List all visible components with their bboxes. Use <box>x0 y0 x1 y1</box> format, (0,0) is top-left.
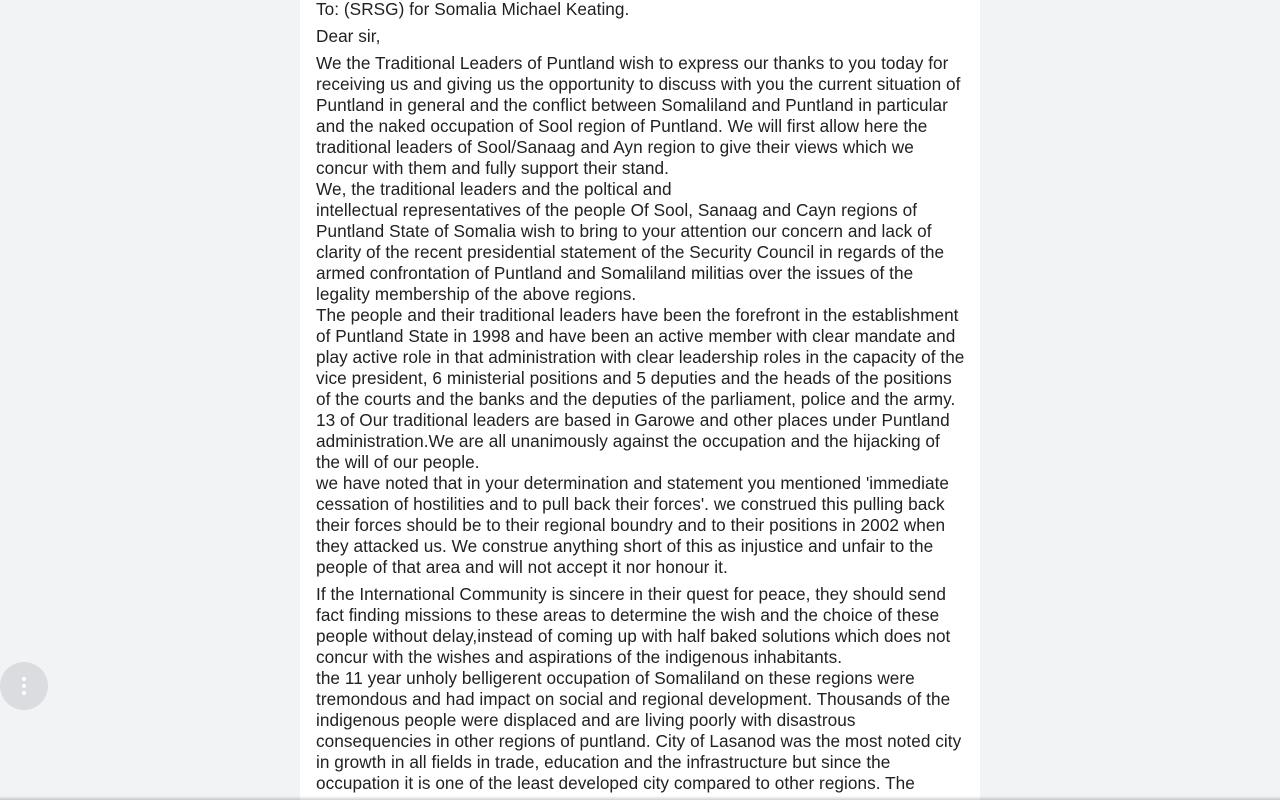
to-line: To: (SRSG) for Somalia Michael Keating. <box>316 0 630 19</box>
paragraph-intro: We, the traditional leaders and the poltical and <box>316 179 672 199</box>
paragraph-occupation: the 11 year unholy belligerent occupation of Somaliland on these regions were tremondous and had impact on social and regional development. Thousands of the indigenous people were displaced and are living poorly with disastrous consequencies in other regions of puntland. City of Lasanod was the most noted city in growth in all fields in trade, education and the infrastructure but since the occupation it is one of the least developed city compared to other regions. The <box>316 668 962 793</box>
more-vert-icon <box>12 674 36 698</box>
paragraph-international: If the International Community is sincere in their quest for peace, they should send fact finding missions to these areas to determine the wish and the choice of these people without delay,instead of coming up with half baked solutions which does not concur with the wishes and aspirations of the indigenous inhabitants. <box>316 584 951 667</box>
more-options-button[interactable] <box>0 662 48 710</box>
document-page <box>300 0 980 800</box>
paragraph-statement: we have noted that in your determination and statement you mentioned 'immediate cessation of hostilities and to pull back their forces'. we construed this pulling back their forces should be to their regional boundry and to their positions in 2002 when they attacked us. We construe anything short of this as injustice and unfair to the people of that area and will not accept it nor honour it. <box>316 473 950 577</box>
paragraph-concern: intellectual representatives of the people Of Sool, Sanaag and Cayn regions of Puntland State of Somalia wish to bring to your attention our concern and lack of clarity of the recent presidential statement of the Security Council in regards of the armed confrontation of Puntland and Somaliland militias over the issues of the legality membership of the above regions. <box>316 200 945 304</box>
paragraph-thanks: We the Traditional Leaders of Puntland wish to express our thanks to you today for receiving us and giving us the opportunity to discuss with you the current situation of Puntland in general and the conflict between Somaliland and Puntland in particular and the naked occupation of Sool region of Puntland. We will first allow here the traditional leaders of Sool/Sanaag and Ayn region to give their views which we concur with them and fully support their stand. <box>316 53 961 178</box>
salutation: Dear sir, <box>316 26 381 46</box>
paragraph-garowe: 13 of Our traditional leaders are based in Garowe and other places under Puntland administration.We are all unanimously against the occupation and the hijacking of the will of our people. <box>316 410 950 472</box>
bottom-shadow <box>0 796 1280 800</box>
paragraph-establishment: The people and their traditional leaders have been the forefront in the establishment of Puntland State in 1998 and have been an active member with clear mandate and play active role in that administration with clear leadership roles in the capacity of the vice president, 6 ministerial positions and 5 deputies and the heads of the positions of the courts and the banks and the deputies of the parliament, police and the army. <box>316 305 965 409</box>
